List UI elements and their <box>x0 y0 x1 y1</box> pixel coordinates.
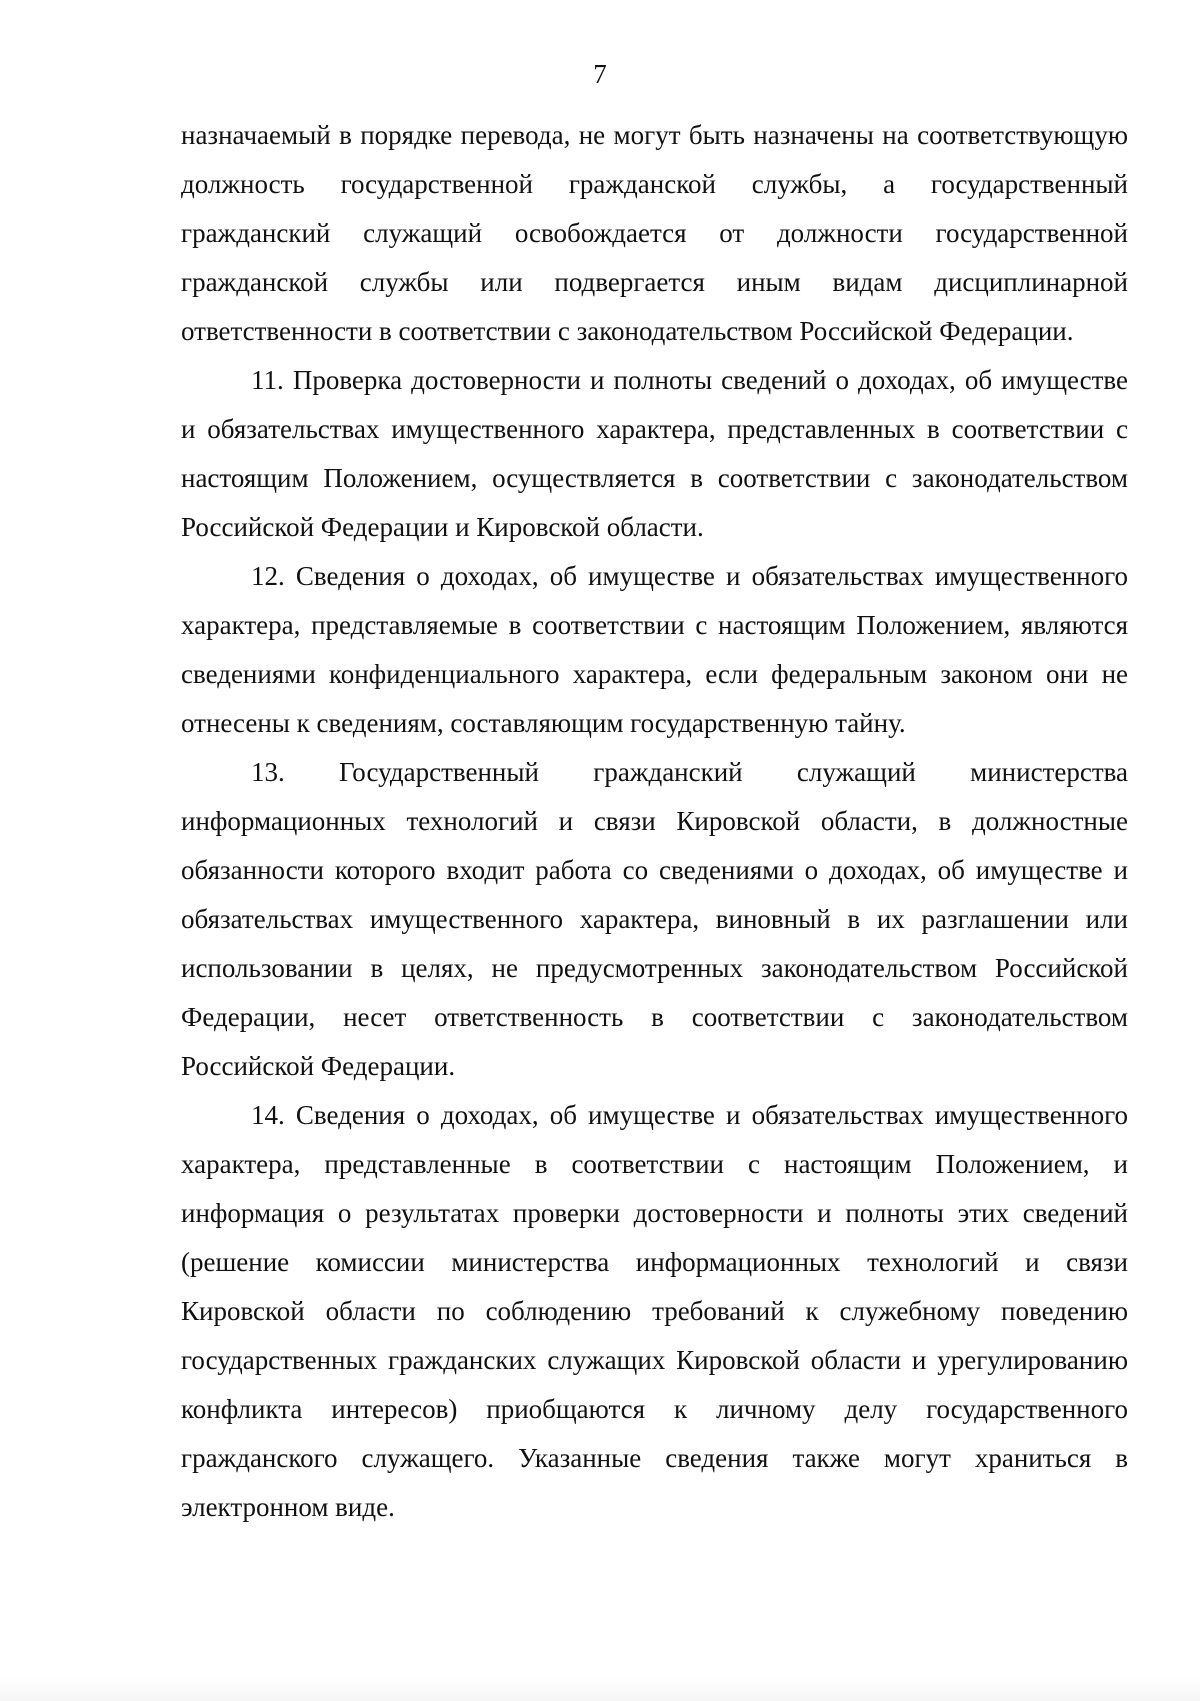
paragraph-13: 13. Государственный гражданский служащий министерства информационных технологий и связи Кировской области, в должностные обязанности которого входит работа со сведениями о доходах, об имуществе и обязательствах имущественного характера, виновный в их разглашении или использовании в целях, не предусмотренных законодательством Российской Федерации, несет ответственность в соответствии с законодательством Российской Федерации. <box>181 757 1128 1081</box>
scan-bottom-edge <box>0 1677 1200 1701</box>
page-number: 7 <box>593 59 607 89</box>
paragraph-14: 14. Сведения о доходах, об имуществе и обязательствах имущественного характера, представленные в соответствии с настоящим Положением, и информация о результатах проверки достоверности и полноты этих сведений (решение комиссии министерства информационных технологий и связи Кировской области по соблюдению требований к служебному поведению государственных гражданских служащих Кировской области и урегулированию конфликта интересов) приобщаются к личному делу государственного гражданского служащего. Указанные сведения также могут храниться в электронном виде. <box>181 1100 1128 1522</box>
paragraph-12: 12. Сведения о доходах, об имуществе и обязательствах имущественного характера, представляемые в соответствии с настоящим Положением, являются сведениями конфиденциального характера, если федеральным законом они не отнесены к сведениям, составляющим государственную тайну. <box>181 561 1128 738</box>
paragraph-11: 11. Проверка достоверности и полноты сведений о доходах, об имуществе и обязательствах имущественного характера, представленных в соответствии с настоящим Положением, осуществляется в соответствии с законодательством Российской Федерации и Кировской области. <box>181 365 1128 542</box>
document-body <box>181 111 1128 1532</box>
paragraph-continuation: назначаемый в порядке перевода, не могут быть назначены на соответствующую должность государственной гражданской службы, а государственный гражданский служащий освобождается от должности государственной гражданской службы или подвергается иным видам дисциплинарной ответственности в соответствии с законодательством Российской Федерации. <box>181 120 1128 346</box>
